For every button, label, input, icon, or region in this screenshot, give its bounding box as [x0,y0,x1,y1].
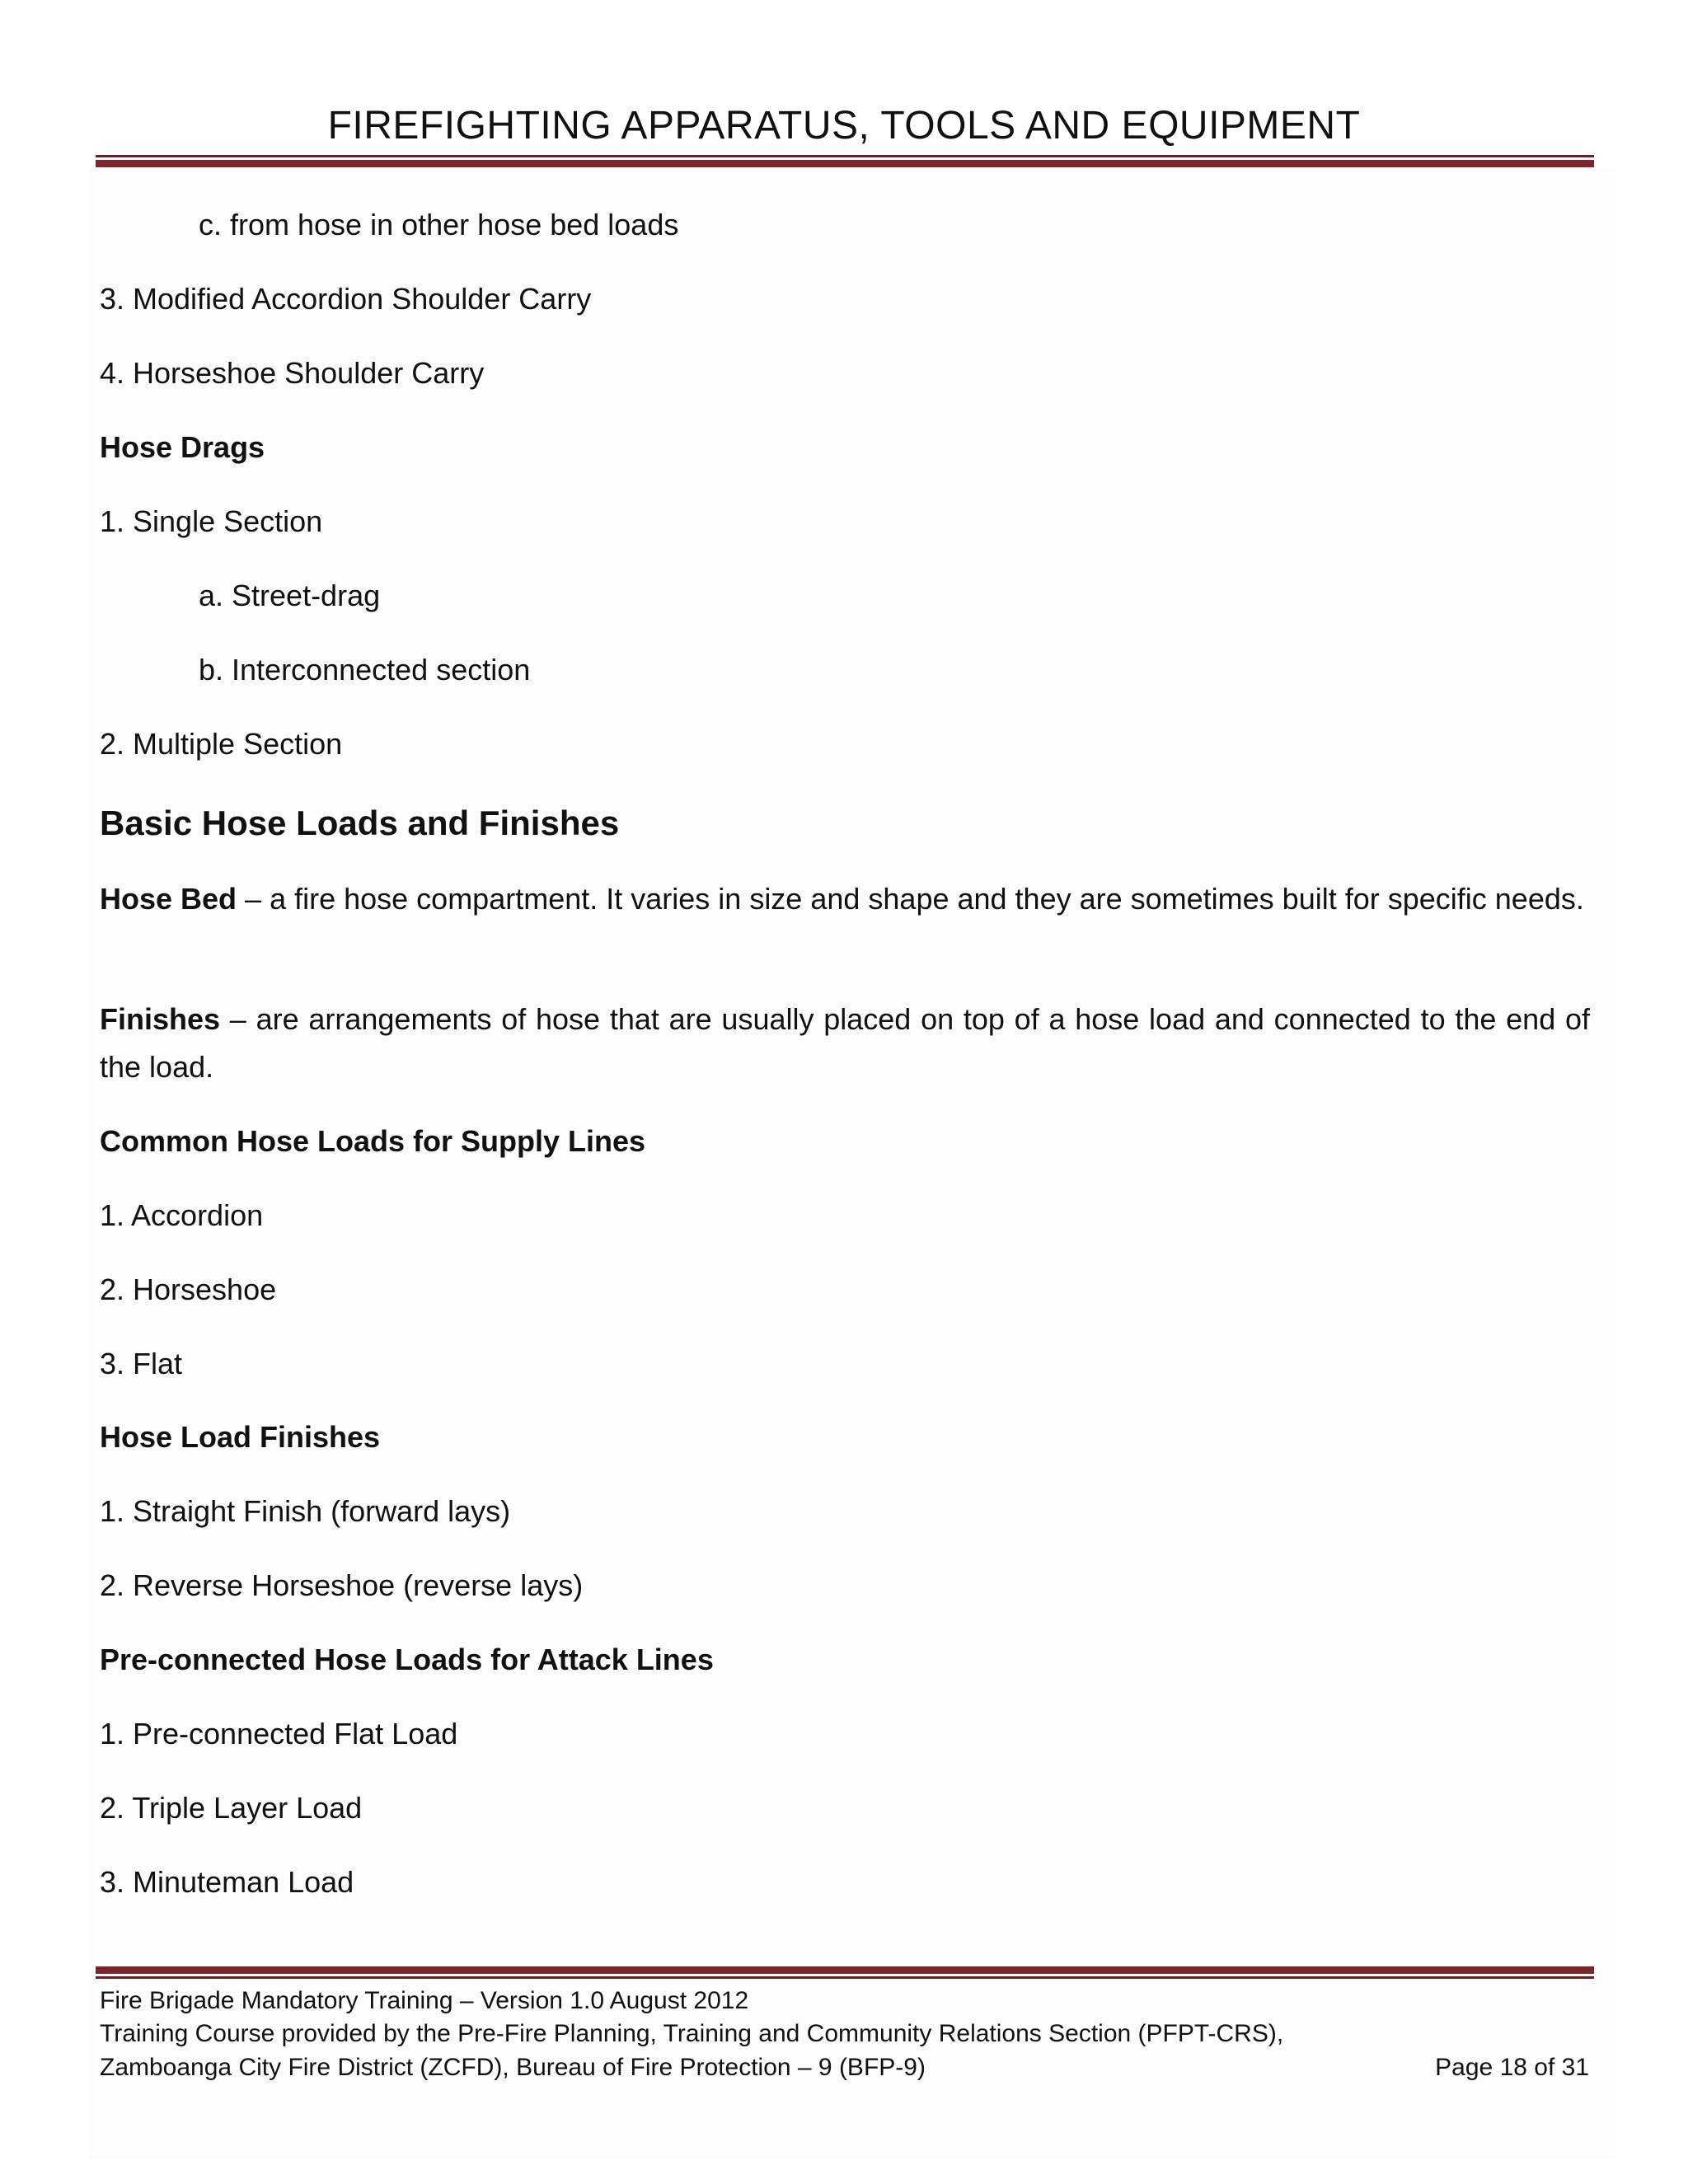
list-item: 1. Straight Finish (forward lays) [100,1494,511,1528]
list-item: b. Interconnected section [199,653,531,687]
list-item: 3. Minuteman Load [100,1865,354,1899]
list-item: a. Street-drag [199,579,381,612]
list-item: 3. Flat [100,1347,183,1380]
list-item: 4. Horseshoe Shoulder Carry [100,356,485,390]
section-heading: Basic Hose Loads and Finishes [100,804,620,842]
footer-line-1: Fire Brigade Mandatory Training – Version 1.0 August 2012 [100,1987,749,2014]
footer-line-2: Training Course provided by the Pre-Fire Planning, Training and Community Relations Section (PFPT-CRS), [100,2020,1284,2047]
list-item: 1. Accordion [100,1198,264,1232]
definition-text: – a fire hose compartment. It varies in size and shape and they are sometimes built for specific needs. [237,882,1584,916]
term-finishes: Finishes [100,1002,221,1036]
header-rule [96,155,1594,167]
footer-rule [96,1966,1594,1979]
page-number: Page 18 of 31 [1435,2054,1589,2081]
definition-finishes [100,996,1590,1091]
term-hose-bed: Hose Bed [100,882,237,916]
subheading-hose-drags: Hose Drags [100,430,265,464]
subheading-supply-lines: Common Hose Loads for Supply Lines [100,1124,646,1158]
definition-text: – are arrangements of hose that are usually placed on top of a hose load and connected to the end of the load. [100,1002,1590,1084]
subheading-attack-lines: Pre-connected Hose Loads for Attack Lines [100,1643,714,1676]
list-item: 2. Multiple Section [100,727,343,761]
list-item: 2. Reverse Horseshoe (reverse lays) [100,1568,584,1602]
page-header-title: FIREFIGHTING APPARATUS, TOOLS AND EQUIPMENT [327,104,1361,148]
subheading-hose-load-finishes: Hose Load Finishes [100,1420,381,1454]
list-item: 2. Triple Layer Load [100,1791,363,1825]
list-item: 1. Single Section [100,504,323,538]
list-item: 1. Pre-connected Flat Load [100,1717,458,1750]
list-item: c. from hose in other hose bed loads [199,208,679,241]
definition-hose-bed [100,875,1590,923]
footer-line-3: Zamboanga City Fire District (ZCFD), Bureau of Fire Protection – 9 (BFP-9) [100,2054,926,2081]
list-item: 3. Modified Accordion Shoulder Carry [100,282,592,316]
list-item: 2. Horseshoe [100,1272,277,1306]
